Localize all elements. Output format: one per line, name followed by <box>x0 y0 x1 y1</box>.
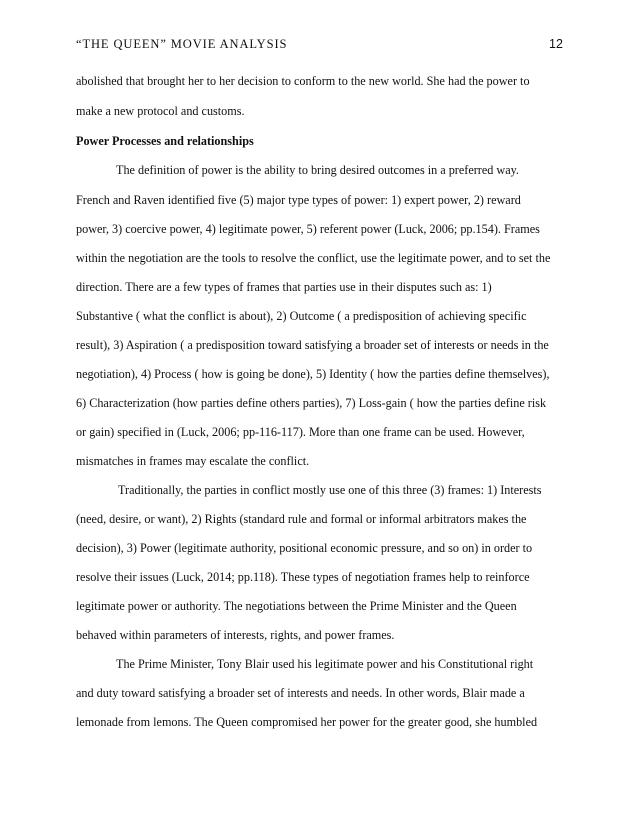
body-line: power, 3) coercive power, 4) legitimate power, 5) referent power (Luck, 2006; pp.154). Frames <box>76 222 540 236</box>
body-line: Substantive ( what the conflict is about), 2) Outcome ( a predisposition of achieving specific <box>76 309 527 323</box>
body-line: 6) Characterization (how parties define others parties), 7) Loss-gain ( how the parties define risk <box>76 396 547 410</box>
body-line: within the negotiation are the tools to resolve the conflict, use the legitimate power, and to set the <box>76 251 551 265</box>
body-line: legitimate power or authority. The negotiations between the Prime Minister and the Queen <box>76 599 517 613</box>
body-line: Traditionally, the parties in conflict mostly use one of this three (3) frames: 1) Interests <box>118 483 542 497</box>
body-line: decision), 3) Power (legitimate authority, positional economic pressure, and so on) in order to <box>76 541 533 555</box>
body-line: (need, desire, or want), 2) Rights (standard rule and formal or informal arbitrators makes the <box>76 512 527 526</box>
body-line: The definition of power is the ability to bring desired outcomes in a preferred way. <box>116 163 519 177</box>
body-line: behaved within parameters of interests, rights, and power frames. <box>76 628 395 642</box>
body-line: The Prime Minister, Tony Blair used his legitimate power and his Constitutional right <box>116 657 534 671</box>
body-line: mismatches in frames may escalate the conflict. <box>76 454 310 468</box>
section-heading: Power Processes and relationships <box>76 134 254 148</box>
body-line: negotiation), 4) Process ( how is going be done), 5) Identity ( how the parties define themselves), <box>76 367 550 381</box>
body-line: lemonade from lemons. The Queen compromised her power for the greater good, she humbled <box>76 715 538 729</box>
body-line: result), 3) Aspiration ( a predisposition toward satisfying a broader set of interests or needs in the <box>76 338 549 352</box>
body-line: resolve their issues (Luck, 2014; pp.118). These types of negotiation frames help to reinforce <box>76 570 530 584</box>
body-line: French and Raven identified five (5) major type types of power: 1) expert power, 2) reward <box>76 193 521 207</box>
body-line: direction. There are a few types of frames that parties use in their disputes such as: 1) <box>76 280 492 294</box>
body-line: make a new protocol and customs. <box>76 104 245 118</box>
body-line: or gain) specified in (Luck, 2006; pp-116-117). More than one frame can be used. However, <box>76 425 525 439</box>
running-head: “THE QUEEN” MOVIE ANALYSIS <box>76 37 288 51</box>
body-line: and duty toward satisfying a broader set of interests and needs. In other words, Blair made a <box>76 686 525 700</box>
page-number: 12 <box>549 37 563 51</box>
body-line: abolished that brought her to her decision to conform to the new world. She had the power to <box>76 74 530 88</box>
